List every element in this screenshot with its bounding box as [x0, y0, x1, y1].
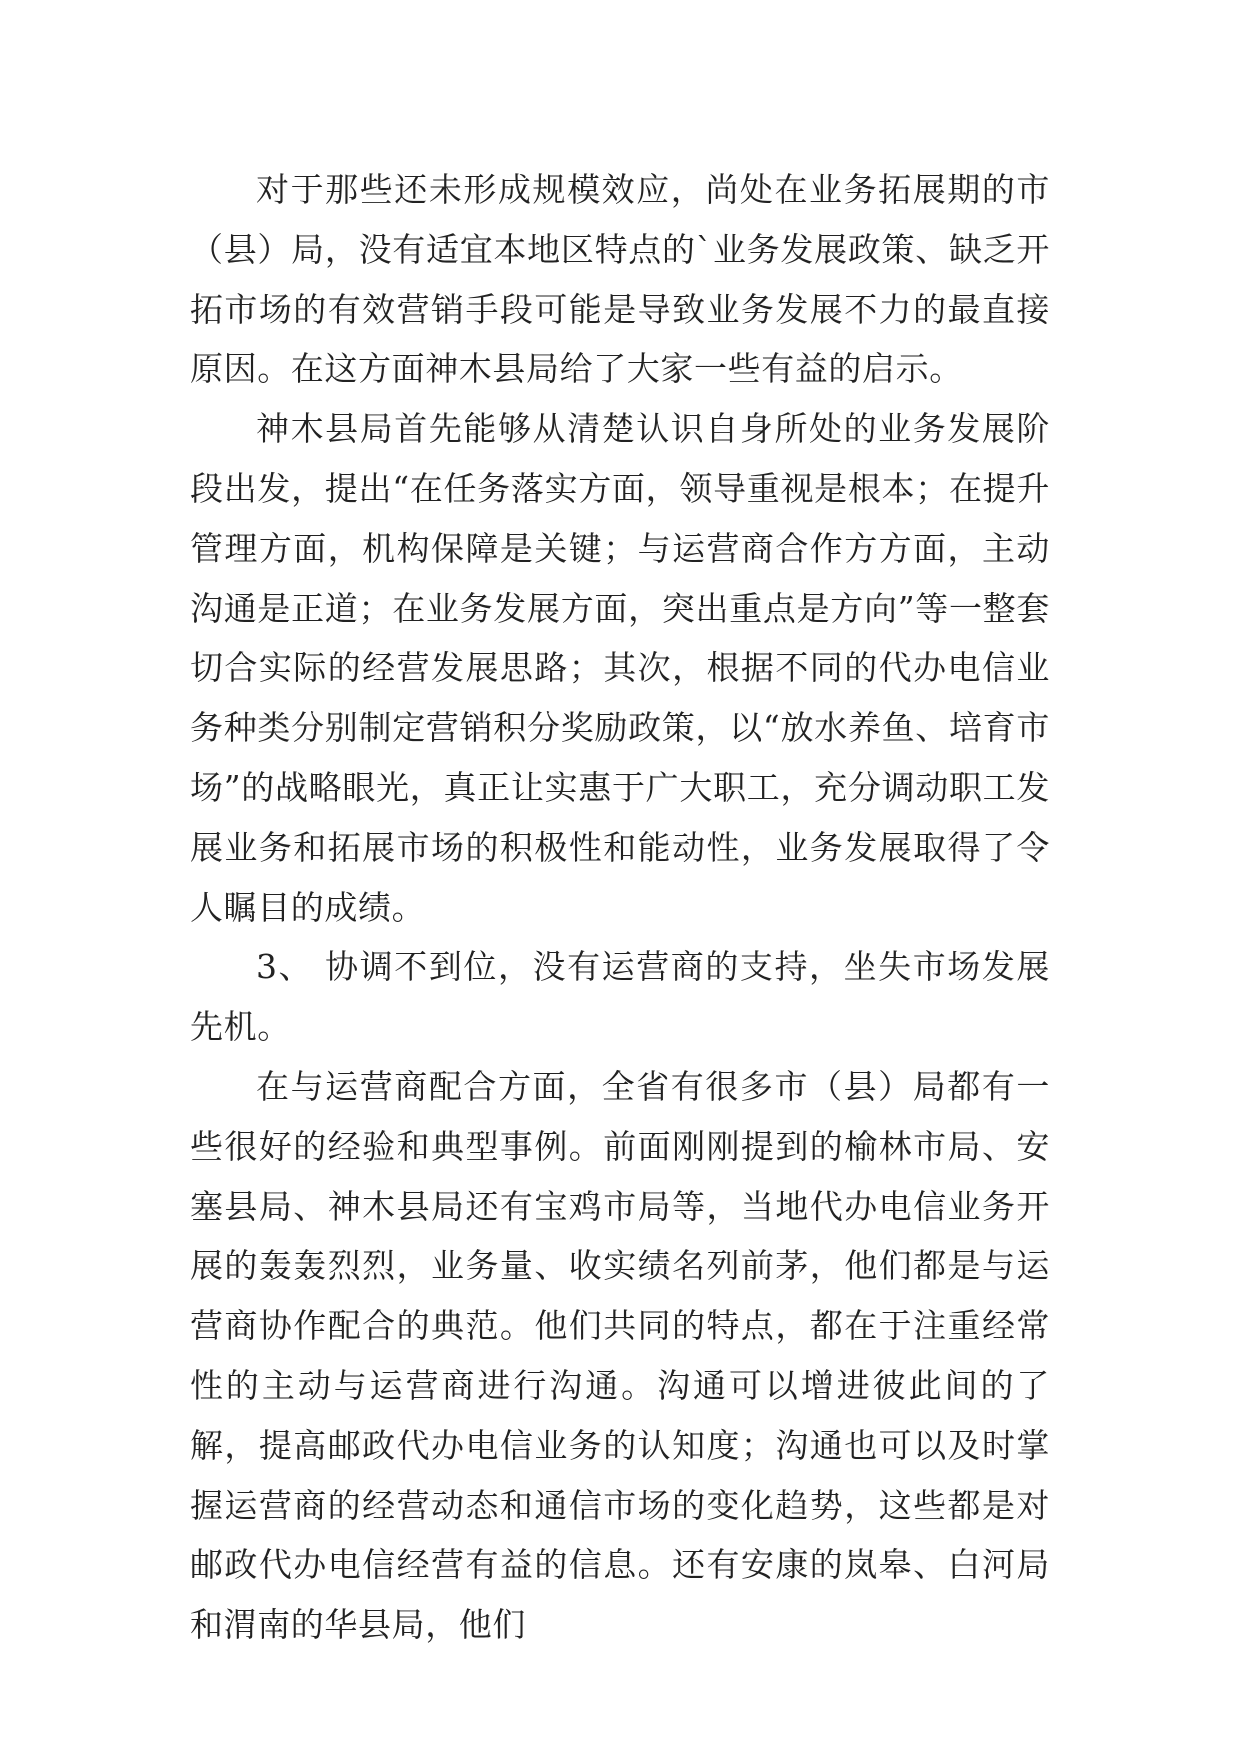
paragraph-operator-cooperation: 在与运营商配合方面，全省有很多市（县）局都有一些很好的经验和典型事例。前面刚刚提到的榆林市局、安塞县局、神木县局还有宝鸡市局等，当地代办电信业务开展的轰轰烈烈，业务量、收实绩名列前茅，他们都是与运营商协作配合的典范。他们共同的特点，都在于注重经常性的主动与运营商进行沟通。沟通可以增进彼此间的了解，提高邮政代办电信业务的认知度；沟通也可以及时掌握运营商的经营动态和通信市场的变化趋势，这些都是对邮政代办电信经营有益的信息。还有安康的岚皋、白河局和渭南的华县局，他们	[190, 1066, 1050, 1645]
paragraph-scale-effect: 对于那些还未形成规模效应，尚处在业务拓展期的市（县）局，没有适宜本地区特点的`业务发展政策、缺乏开拓市场的有效营销手段可能是导致业务发展不力的最直接原因。在这方面神木县局给了大家一些有益的启示。	[190, 170, 1050, 389]
paragraph-shenmu-county: 神木县局首先能够从清楚认识自身所处的业务发展阶段出发，提出“在任务落实方面，领导重视是根本；在提升管理方面，机构保障是关键；与运营商合作方方面，主动沟通是正道；在业务发展方面，突出重点是方向”等一整套切合实际的经营发展思路；其次，根据不同的代办电信业务种类分别制定营销积分奖励政策，以“放水养鱼、培育市场”的战略眼光，真正让实惠于广大职工，充分调动职工发展业务和拓展市场的积极性和能动性，业务发展取得了令人瞩目的成绩。	[190, 409, 1050, 927]
document-body	[190, 160, 1050, 1655]
paragraph-section-3-heading: 3、 协调不到位，没有运营商的支持，坐失市场发展先机。	[190, 947, 1050, 1047]
